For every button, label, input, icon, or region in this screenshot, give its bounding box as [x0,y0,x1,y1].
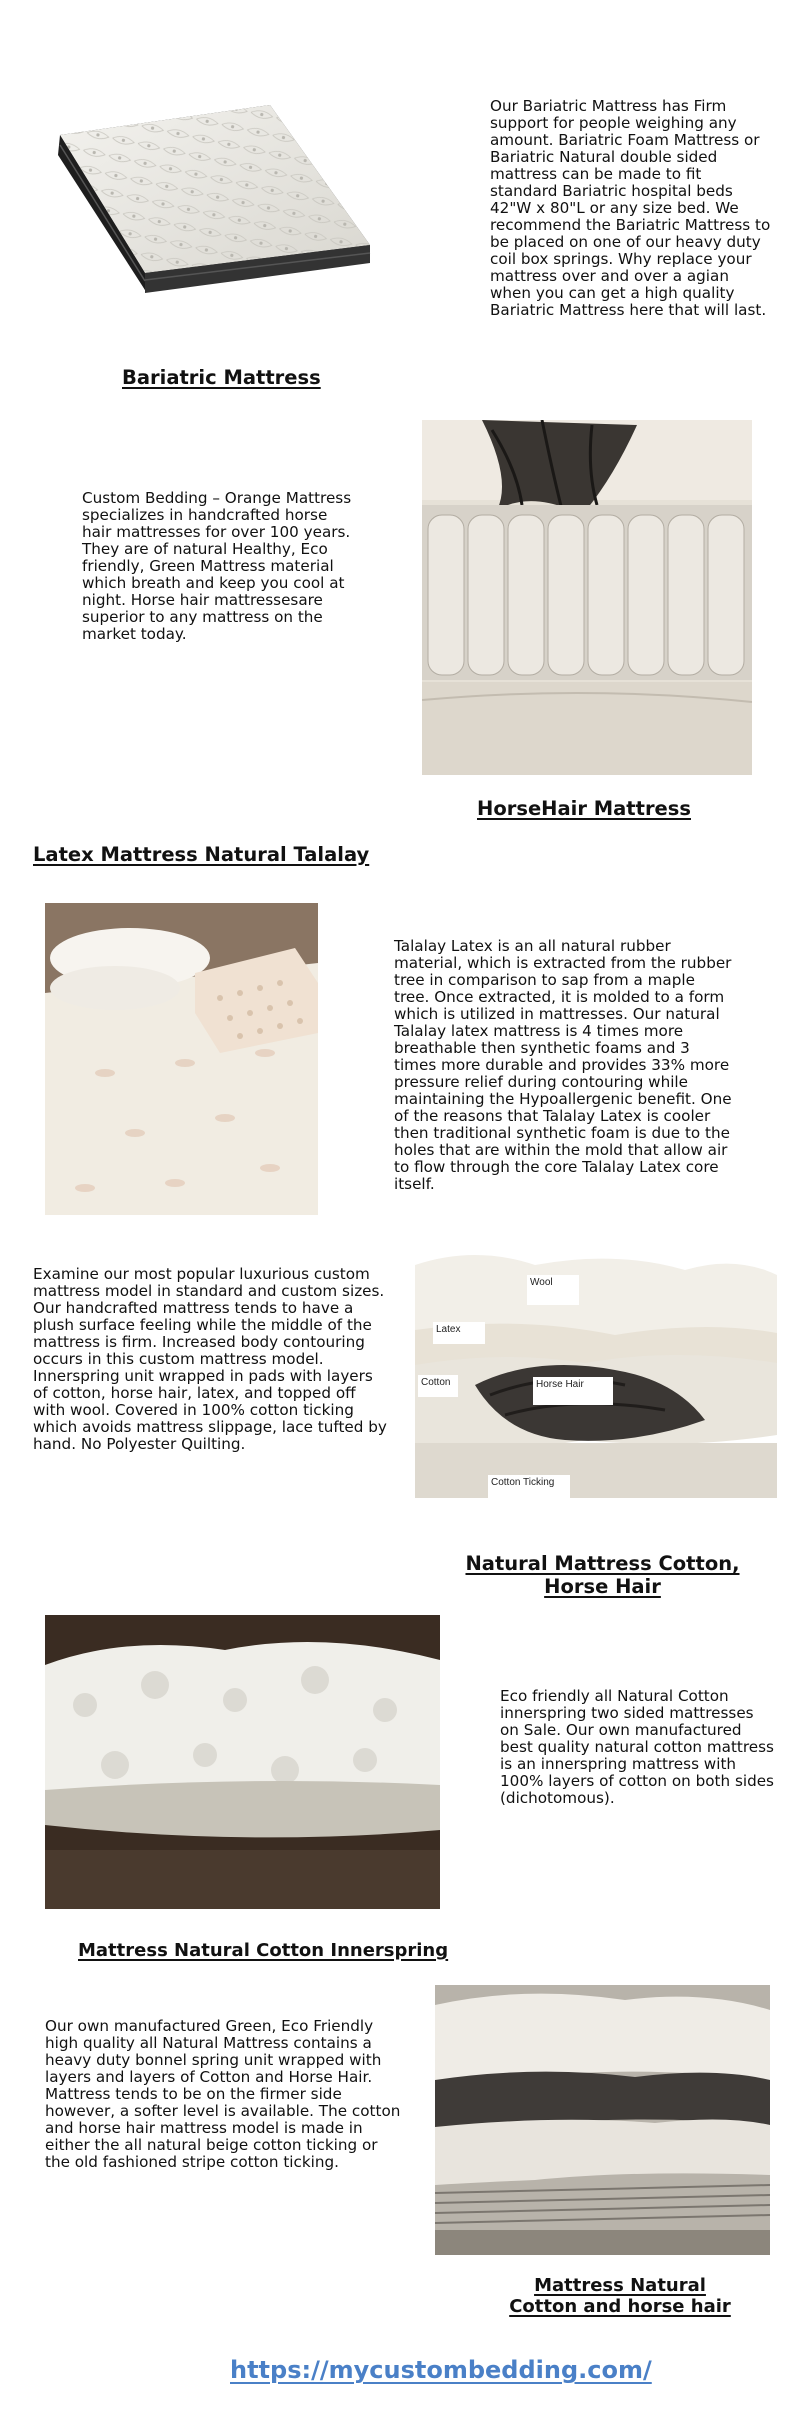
cotton-horsehair-title: Natural Mattress Cotton, Horse Hair [465,1552,740,1598]
bariatric-title: Bariatric Mattress [122,366,321,389]
latex-mattress-image [45,903,318,1215]
latex-label: Latex [433,1322,485,1344]
cotton-and-horsehair-image [435,1985,770,2255]
latex-title: Latex Mattress Natural Talalay [33,843,370,866]
cotton-label: Cotton [418,1375,458,1397]
cotton-and-horsehair-title: Mattress Natural Cotton and horse hair [509,2275,731,2317]
cotton-innerspring-description: Eco friendly all Natural Cotton innerspring two sided mattresses on Sale. Our own manufactured best quality natural cotton mattress is an innerspring mattress with 100% layers of cotton on both sides (dichotomous). [500,1687,774,1807]
horsehair-mattress-image [422,420,752,775]
cotton-horsehair-layers-image [415,1245,777,1520]
cotton-innerspring-title: Mattress Natural Cotton Innerspring [78,1940,449,1961]
horsehair-description: Custom Bedding – Orange Mattress specializes in handcrafted horse hair mattresses for over 100 years. They are of natural Healthy, Eco friendly, Green Mattress material which breath and keep you cool at night. Horse hair mattressesare superior to any mattress on the market today. [82,489,352,643]
cotton-innerspring-image [45,1615,440,1909]
horsehair-title: HorseHair Mattress [477,797,691,820]
horse-hair-label: Horse Hair [533,1377,613,1405]
cotton-and-horsehair-description: Our own manufactured Green, Eco Friendly high quality all Natural Mattress contains a heavy duty bonnel spring unit wrapped with layers and layers of Cotton and Horse Hair. Mattress tends to be on the firmer side however, a softer level is available. The cotton and horse hair mattress model is made in either the all natural beige cotton ticking or the old fashioned stripe cotton ticking. [45,2017,401,2171]
latex-description: Talalay Latex is an all natural rubber material, which is extracted from the rubber tree in comparison to sap from a maple tree. Once extracted, it is molded to a form which is utilized in mattresses. Our natural Talalay latex mattress is 4 times more breathable then synthetic foams and 3 times more durable and provides 33% more pressure relief during contouring while maintaining the Hypoallergenic benefit. One of the reasons that Talalay Latex is cooler then traditional synthetic foam is due to the holes that are within the mold that allow air to flow through the core Talalay Latex core itself. [394,937,732,1193]
bariatric-mattress-image [40,95,380,310]
wool-label: Wool [527,1275,579,1305]
website-link[interactable]: https://mycustombedding.com/ [230,2356,652,2384]
cotton-ticking-label: Cotton Ticking [488,1475,570,1507]
cotton-horsehair-description: Examine our most popular luxurious custom mattress model in standard and custom sizes. Our handcrafted mattress tends to have a plush surface feeling while the middle of the mattress is firm. Increased body contouring occurs in this custom mattress model. Innerspring unit wrapped in pads with layers of cotton, horse hair, latex, and topped off with wool. Covered in 100% cotton ticking which avoids mattress slippage, lace tufted by hand. No Polyester Quilting. [33,1265,387,1453]
bariatric-description: Our Bariatric Mattress has Firm support for people weighing any amount. Bariatric Foam Mattress or Bariatric Natural double sided mattress can be made to fit standard Bariatric hospital beds 42"W x 80"L or any size bed. We recommend the Bariatric Mattress to be placed on one of our heavy duty coil box springs. Why replace your mattress over and over a agian when you can get a high quality Bariatric Mattress here that will last. [490,97,771,319]
